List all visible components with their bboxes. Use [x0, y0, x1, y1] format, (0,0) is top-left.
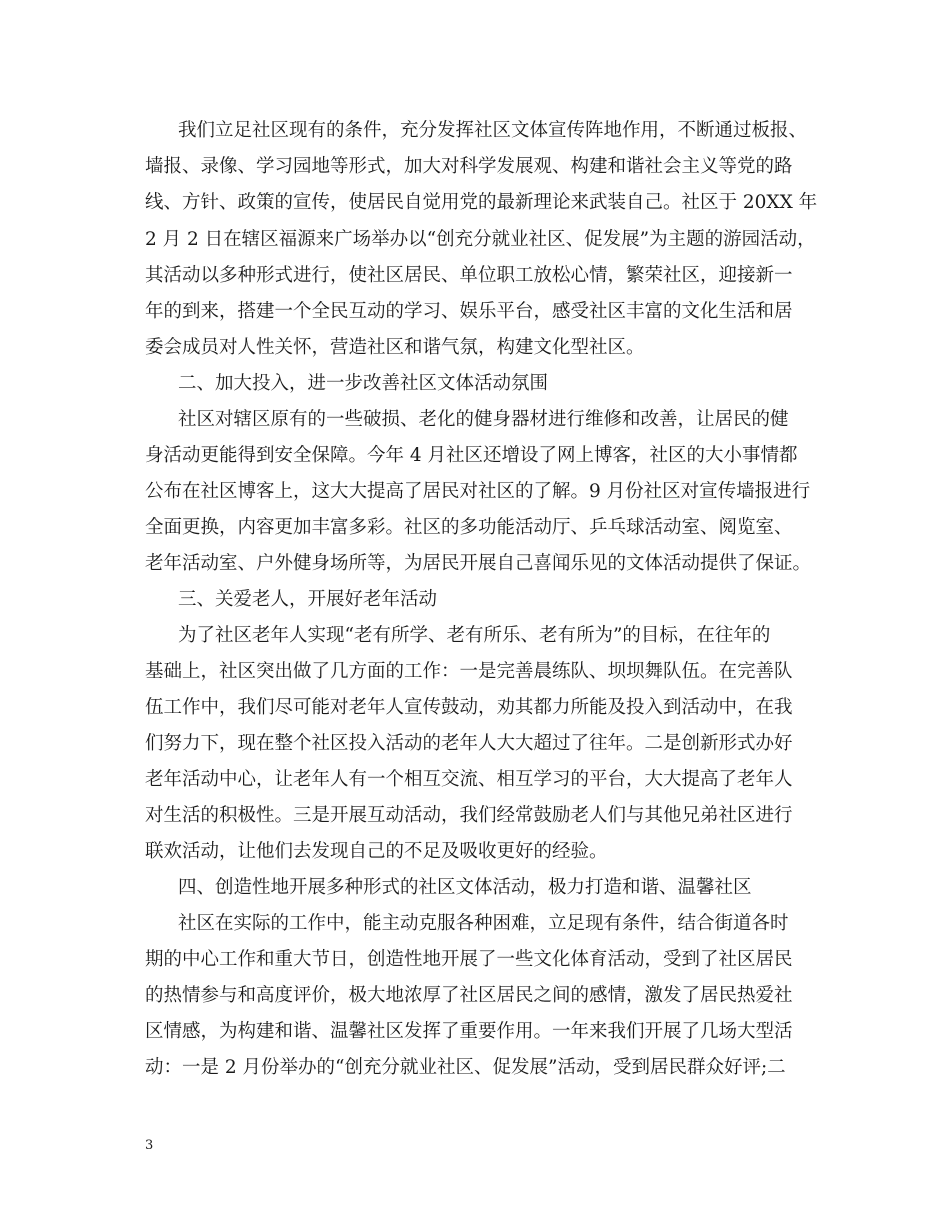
page-number: 3	[145, 1138, 154, 1153]
text-line: 对生活的积极性。三是开展互动活动，我们经常鼓励老人们与其他兄弟社区进行	[145, 805, 793, 826]
text-line: 身活动更能得到安全保障。今年 4 月社区还增设了网上博客，社区的大小事情都	[145, 445, 798, 466]
text-line: 全面更换，内容更加丰富多彩。社区的多功能活动厅、乒乓球活动室、阅览室、	[145, 517, 793, 538]
section-heading: 三、关爱老人，开展好老年活动	[178, 589, 438, 610]
text-line: 线、方针、政策的宣传，使居民自觉用党的最新理论来武装自己。社区于 20XX 年	[145, 192, 818, 213]
section-heading: 四、创造性地开展多种形式的社区文体活动，极力打造和谐、温馨社区	[178, 877, 752, 898]
text-line: 区情感，为构建和谐、温馨社区发挥了重要作用。一年来我们开展了几场大型活	[145, 1021, 793, 1042]
text-line: 我们立足社区现有的条件，充分发挥社区文体宣传阵地作用，不断通过板报、	[178, 120, 808, 141]
text-line: 社区在实际的工作中，能主动克服各种困难，立足现有条件，结合街道各时	[178, 913, 789, 934]
section-heading: 二、加大投入，进一步改善社区文体活动氛围	[178, 373, 549, 394]
text-line: 动：一是 2 月份举办的“创充分就业社区、促发展”活动，受到居民群众好评;二	[145, 1057, 786, 1078]
text-line: 墙报、录像、学习园地等形式，加大对科学发展观、构建和谐社会主义等党的路	[145, 156, 793, 177]
text-line: 联欢活动，让他们去发现自己的不足及吸收更好的经验。	[145, 841, 608, 862]
text-line: 2 月 2 日在辖区福源来广场举办以“创充分就业社区、促发展”为主题的游园活动，	[145, 229, 816, 250]
text-line: 委会成员对人性关怀，营造社区和谐气氛，构建文化型社区。	[145, 337, 645, 358]
text-line: 年的到来，搭建一个全民互动的学习、娱乐平台，感受社区丰富的文化生活和居	[145, 301, 793, 322]
text-line: 基础上，社区突出做了几方面的工作：一是完善晨练队、坝坝舞队伍。在完善队	[145, 661, 793, 682]
text-line: 老年活动室、户外健身场所等，为居民开展自己喜闻乐见的文体活动提供了保证。	[145, 553, 812, 574]
text-line: 期的中心工作和重大节日，创造性地开展了一些文化体育活动，受到了社区居民	[145, 949, 793, 970]
text-line: 为了社区老年人实现“老有所学、老有所乐、老有所为”的目标，在往年的	[178, 625, 771, 646]
text-line: 们努力下，现在整个社区投入活动的老年人大大超过了往年。二是创新形式办好	[145, 733, 793, 754]
text-line: 社区对辖区原有的一些破损、老化的健身器材进行维修和改善，让居民的健	[178, 409, 789, 430]
text-line: 伍工作中，我们尽可能对老年人宣传鼓动，劝其都力所能及投入到活动中，在我	[145, 697, 793, 718]
text-line: 的热情参与和高度评价，极大地浓厚了社区居民之间的感情，激发了居民热爱社	[145, 985, 793, 1006]
text-line: 老年活动中心，让老年人有一个相互交流、相互学习的平台，大大提高了老年人	[145, 769, 793, 790]
text-line: 其活动以多种形式进行，使社区居民、单位职工放松心情，繁荣社区，迎接新一	[145, 265, 793, 286]
text-line: 公布在社区博客上，这大大提高了居民对社区的了解。9 月份社区对宣传墙报进行	[145, 481, 811, 502]
